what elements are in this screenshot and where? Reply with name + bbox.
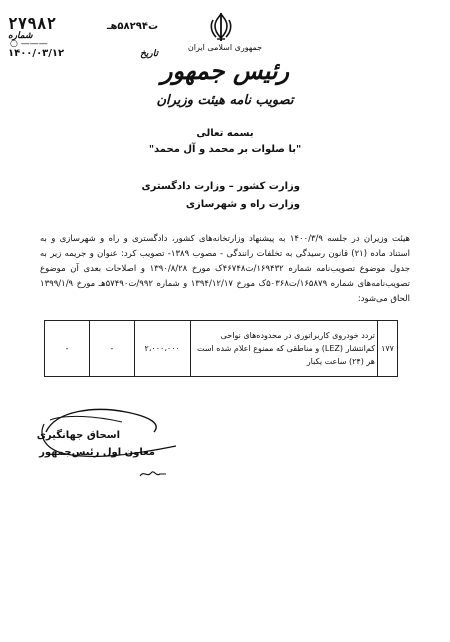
bismillah: بسمه تعالی: [196, 128, 254, 139]
table-row: [45, 321, 398, 377]
reference-number-row: [8, 14, 158, 31]
reference-number-prefix: ت: [147, 21, 158, 32]
decree-title: تصویب نامه هیئت وزیران: [156, 93, 294, 108]
date-label: تاریخ: [140, 49, 158, 59]
decree-paragraph: هیئت وزیران در جلسه ۱۴۰۰/۳/۹ به پیشنهاد وزارتخانه‌های کشور، دادگستری و راه و شهرسازی و به استناد ماده (۲۱) قانون رسیدگی به تخلفات رانندگی - مصوب ۱۳۸۹- تصویب کرد: عنوان و جریمه زیر به جدول موضوع تصویب‌نامه شماره ۱۶۹۴۳۲/ت۴۶۷۴۸ک مورخ ۱۳۹۰/۸/۲۸ و اصلاحات بعدی آن موضوع تصویب‌نامه‌های شماره ۱۶۵۸۷۹/ت۵۰۳۶۸ک مورخ ۱۳۹۴/۱۲/۱۷ و شماره ۹۹۲/ت۵۷۴۹۰هـ مورخ ۱۳۹۹/۱/۹ الحاق می‌شود:: [40, 234, 410, 304]
signatory-title: معاون اول رئیس‌جمهور: [39, 447, 155, 458]
row-number: ۱۷۷: [378, 321, 398, 377]
handwritten-number: ۲۷۹۸۲: [8, 14, 57, 33]
date-value: ۱۴۰۰/۰۳/۱۲: [8, 48, 65, 59]
reference-number: [107, 14, 158, 33]
salawat: "با صلوات بر محمد و آل محمد": [148, 144, 302, 155]
decree-body: [40, 232, 410, 307]
addressee-line-2: وزارت راه و شهرسازی: [185, 199, 300, 210]
iran-emblem-icon: [208, 12, 234, 42]
fine-amount: ۲،۰۰۰،۰۰۰: [134, 321, 190, 377]
reference-number-suffix: هـ: [107, 21, 118, 32]
table-cell-b: -: [45, 321, 90, 377]
circle-icon: ○ ———: [10, 39, 48, 49]
government-name: جمهوری اسلامی ایران: [187, 43, 263, 52]
president-title: رئیس جمهور: [160, 56, 290, 85]
initials-mark-icon: [138, 467, 168, 481]
number-label: شماره: [8, 31, 33, 41]
fine-table: [44, 320, 398, 377]
reference-number-main: ۵۸۲۹۴: [117, 21, 148, 32]
signatory-name: اسحاق جهانگیری: [36, 430, 120, 441]
addressee-line-1: وزارت کشور – وزارت دادگستری: [141, 181, 300, 192]
table-cell-a: -: [89, 321, 134, 377]
violation-description: تردد خودروی کاربراتوری در محدوده‌های نواحی کم‌انتشار (LEZ) و مناطقی که ممنوع اعلام شده است هر (۲۴) ساعت یکبار: [190, 321, 377, 377]
